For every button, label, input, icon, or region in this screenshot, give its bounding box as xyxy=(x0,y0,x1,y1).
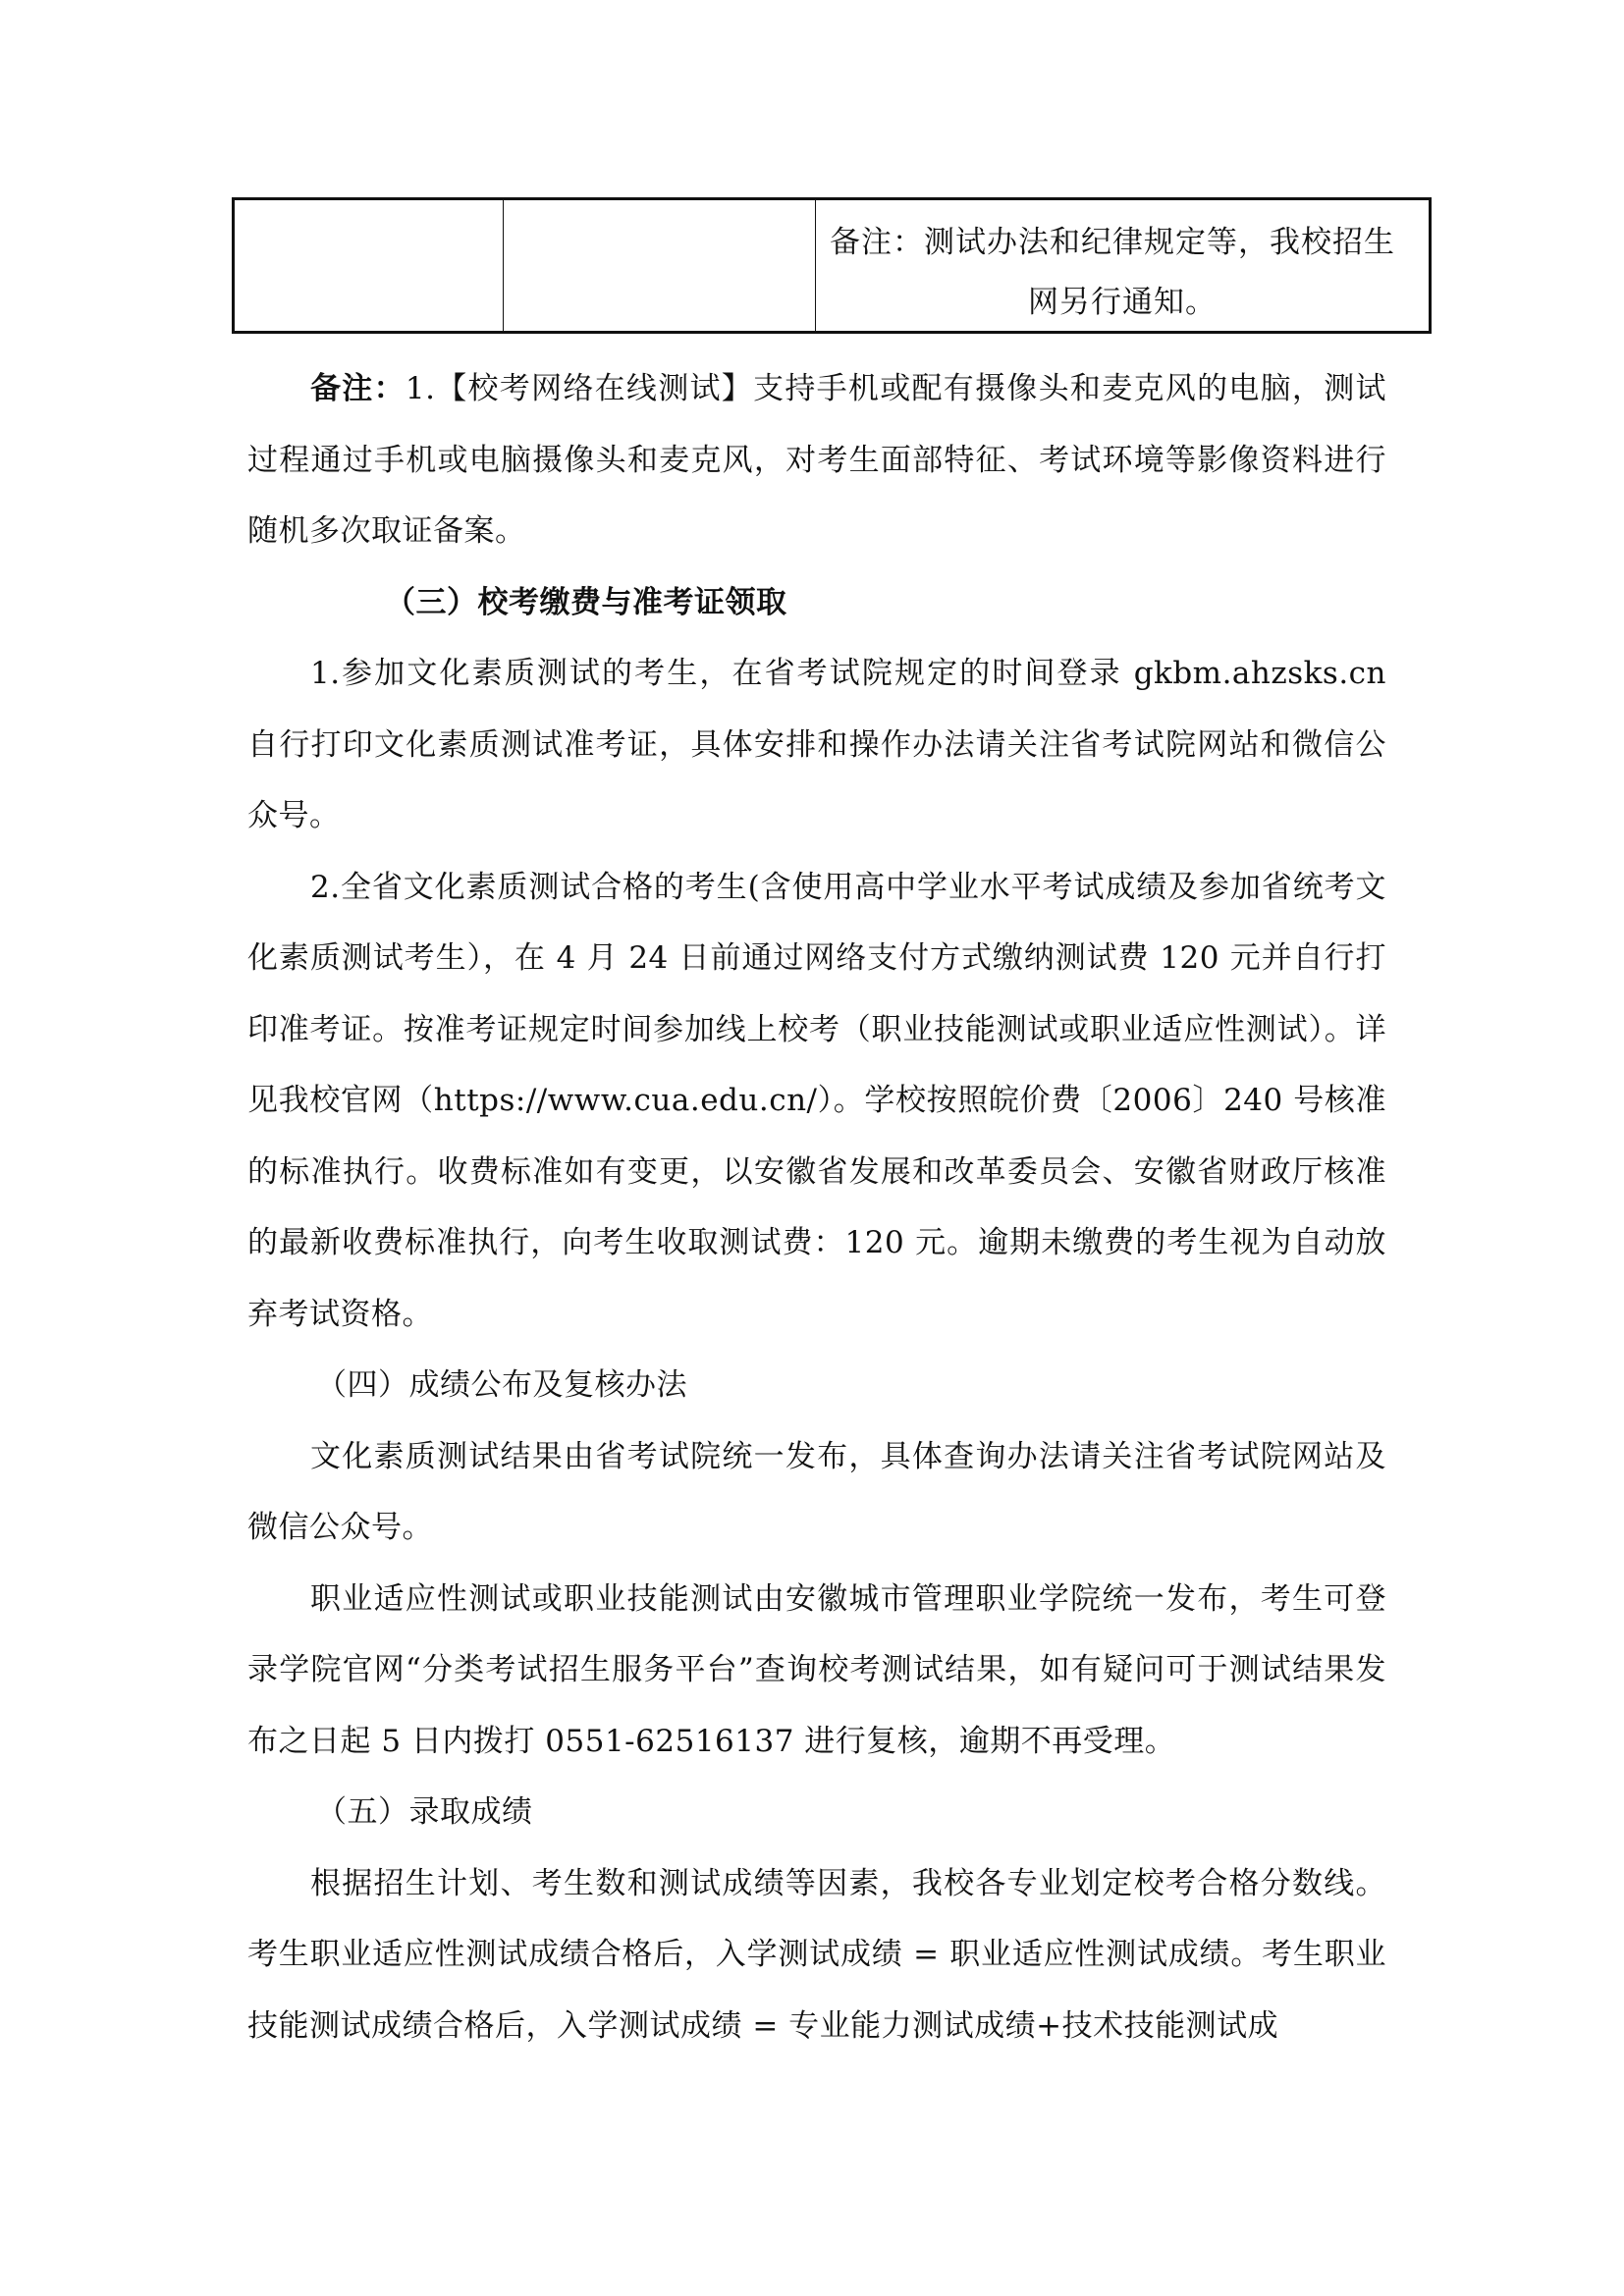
section-5-paragraph-1: 根据招生计划、考生数和测试成绩等因素，我校各专业划定校考合格分数线。考生职业适应性测试成绩合格后，入学测试成绩 = 职业适应性测试成绩。考生职业技能测试成绩合格后，入学测试成绩 = 专业能力测试成绩+技术技能测试成 xyxy=(247,1865,1386,2044)
section-4-paragraph-1: 文化素质测试结果由省考试院统一发布，具体查询办法请关注省考试院网站及微信公众号。 xyxy=(247,1438,1386,1545)
table-cell-3 xyxy=(816,200,1429,331)
table-note-line-1: 备注：测试办法和纪律规定等，我校招生 xyxy=(830,225,1395,260)
section-3-title: （三）校考缴费与准考证领取 xyxy=(385,584,787,620)
section-3-paragraph-2: 2.全省文化素质测试合格的考生(含使用高中学业水平考试成绩及参加省统考文化素质测试考生），在 4 月 24 日前通过网络支付方式缴纳测试费 120 元并自行打印准考证。按准考证规定时间参加线上校考（职业技能测试或职业适应性测试）。详见我校官网（https://www.cua.edu.cn/）。学校按照皖价费〔2006〕240 号核准的标准执行。收费标准如有变更，以安徽省发展和改革委员会、安徽省财政厅核准的最新收费标准执行，向考生收取测试费：120 元。逾期未缴费的考生视为自动放弃考试资格。 xyxy=(247,869,1386,1332)
note-text: 1.【校考网络在线测试】支持手机或配有摄像头和麦克风的电脑，测试过程通过手机或电脑摄像头和麦克风，对考生面部特征、考试环境等影像资料进行随机多次取证备案。 xyxy=(247,371,1386,549)
note-label: 备注： xyxy=(310,371,406,406)
section-4-title: （四）成绩公布及复核办法 xyxy=(316,1367,687,1403)
section-5-title: （五）录取成绩 xyxy=(316,1794,533,1830)
info-table xyxy=(232,197,1432,334)
table-cell-1 xyxy=(235,200,504,331)
table-note-line-2: 网另行通知。 xyxy=(1028,285,1217,320)
note-paragraph xyxy=(247,353,1386,567)
section-4-paragraph-2: 职业适应性测试或职业技能测试由安徽城市管理职业学院统一发布，考生可登录学院官网“分类考试招生服务平台”查询校考测试结果，如有疑问可于测试结果发布之日起 5 日内拨打 0551-62516137 进行复核，逾期不再受理。 xyxy=(247,1580,1386,1759)
table-cell-2 xyxy=(504,200,816,331)
section-3-paragraph-1: 1.参加文化素质测试的考生，在省考试院规定的时间登录 gkbm.ahzsks.cn 自行打印文化素质测试准考证，具体安排和操作办法请关注省考试院网站和微信公众号。 xyxy=(247,656,1386,833)
document-body xyxy=(247,353,1386,2061)
